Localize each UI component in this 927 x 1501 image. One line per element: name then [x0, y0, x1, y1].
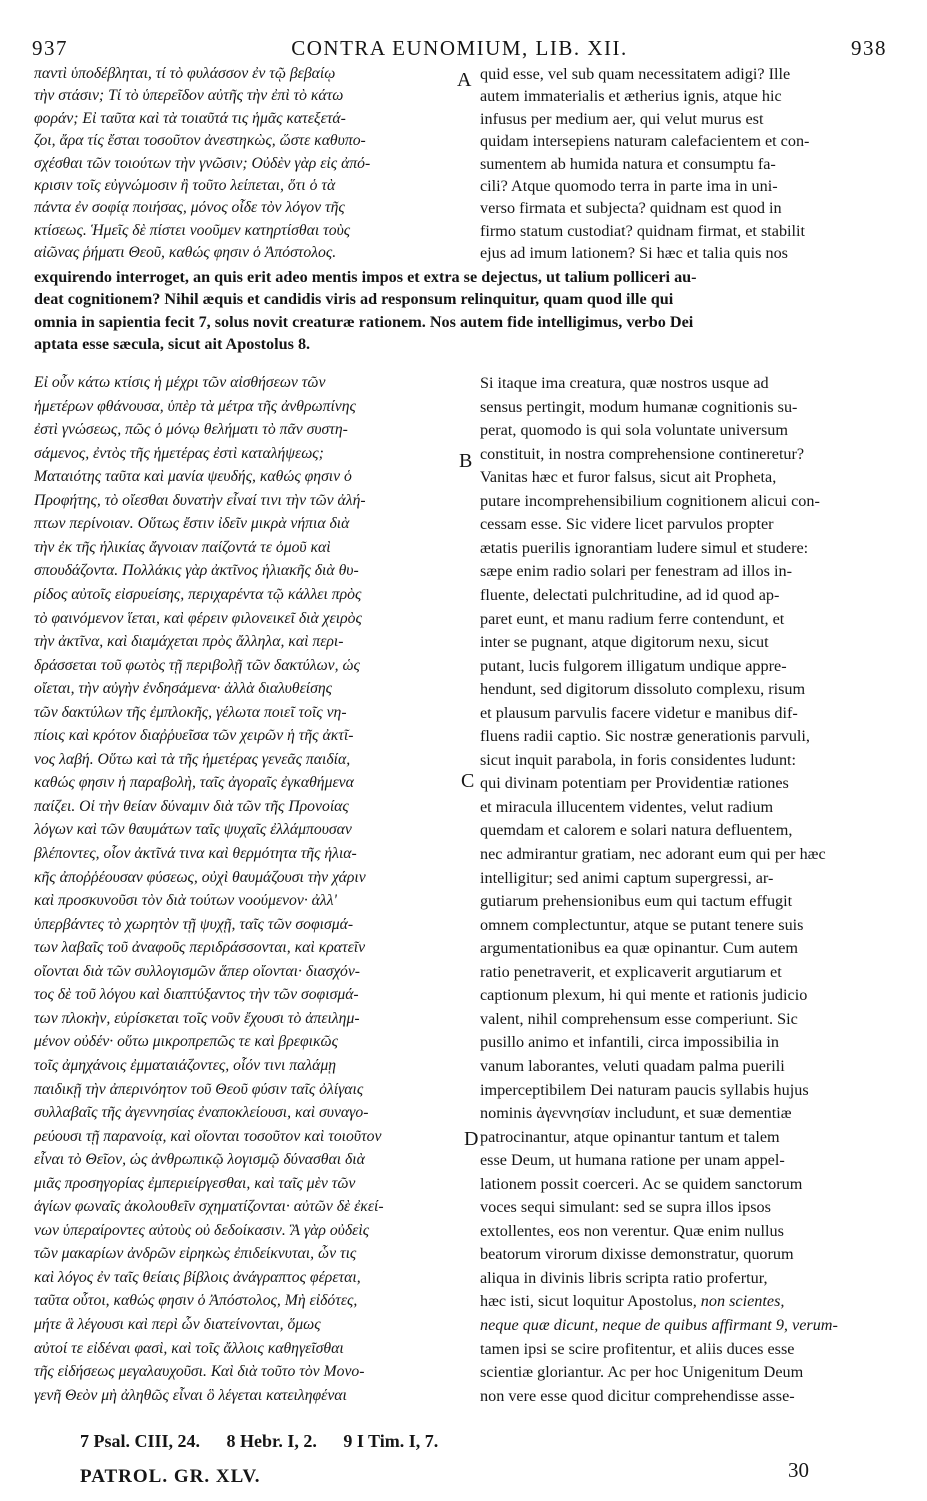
greek-line: δράσσεται τοῦ φωτὸς τῇ περιβολῇ τῶν δακτύλων, ὡς	[34, 656, 360, 674]
latin-line: scientiæ gloriantur. Ac per hoc Unigenitum Deum	[480, 1363, 804, 1382]
latin-line: intelligitur; sed animi captum supergressi, ar-	[480, 868, 774, 887]
latin-line: putant, lucis fulgorem illigatum undique appre-	[480, 656, 787, 675]
latin-line: sumentem ab humida natura et consumptu fa-	[480, 154, 776, 173]
latin-full-line: exquirendo interroget, an quis erit adeo mentis impos et extra se dejectus, ut talium polliceri au-	[34, 268, 697, 286]
page-number-right: 938	[851, 36, 887, 60]
running-title: CONTRA EUNOMIUM, LIB. XII.	[291, 36, 628, 60]
latin-line: et miracula illucentem videntes, velut radium	[480, 797, 774, 816]
margin-letter-a: A	[457, 69, 472, 91]
greek-line: κτίσεως. Ἡμεῖς δὲ πίστει νοοῦμεν κατηρτίσθαι τοὺς	[34, 221, 351, 239]
latin-line: aliqua in divinis libris scripta ratio profertur,	[480, 1268, 768, 1287]
greek-line: πίοις καὶ κρότον διαῤῥυεῖσα τῶν χειρῶν ἡ τῆς ἀκτῖ-	[34, 727, 354, 745]
greek-line: ρίδος αὐτοῖς εἰσρυείσης, περιχαρέντα τῷ κάλλει πρὸς	[34, 585, 362, 603]
latin-full-line: omnia in sapientia fecit 7, solus novit creaturæ rationem. Nos autem fide intelligimus, verbo Dei	[34, 312, 694, 331]
greek-line: γενῆ Θεὸν μὴ ἀληθῶς εἶναι ὃ λέγεται κατειληφέναι	[34, 1386, 347, 1404]
latin-line: et plausum parvulis facere videtur e manibus dif-	[480, 703, 798, 722]
greek-line: ρεύουσι τῇ παρανοίᾳ, καὶ οἴονται τοσοῦτον καὶ τοιοῦτον	[34, 1127, 382, 1145]
greek-line: λόγων καὶ τῶν θαυμάτων ταῖς ψυχαῖς ἐλλάμπουσαν	[34, 821, 352, 839]
greek-line: οἴονται διὰ τῶν συλλογισμῶν ἅπερ οἴονται· διασχόν-	[34, 962, 361, 980]
footnote-9: 9 I Tim. I, 7.	[343, 1431, 439, 1451]
greek-line: πτων περίνοιαν. Οὕτως ἔστιν ἰδεῖν μικρὰ νήπια διὰ	[34, 515, 350, 533]
latin-line: argumentationibus ea quæ opinantur. Cum autem	[480, 939, 799, 958]
latin-full-line: deat cognitionem? Nihil æquis et candidis viris ad responsum relinquitur, quam quod ille qui	[34, 290, 674, 309]
greek-line: πάντα ἐν σοφίᾳ ποιήσας, μόνος οἶδε τὸν λόγον τῆς	[34, 199, 345, 217]
latin-line: nominis ἀγεννησίαν includunt, et suæ dementiæ	[480, 1104, 792, 1123]
latin-line: hæc isti, sicut loquitur Apostolus, non scientes,	[480, 1292, 785, 1311]
greek-line: Προφήτης, τὸ οἴεσθαι δυνατὴν εἶναί τινι τὴν τῶν ἀλή-	[34, 491, 366, 509]
page-number-left: 937	[32, 36, 68, 60]
running-header	[32, 36, 887, 64]
latin-line: putare incomprehensibilium cognitionem alicui con-	[480, 491, 820, 510]
latin-line: valent, nihil comprehensum esse comperiunt. Sic	[480, 1009, 798, 1028]
signature-number: 30	[788, 1458, 809, 1482]
margin-letter-b: B	[459, 450, 473, 472]
latin-full-line: aptata esse sæcula, sicut ait Apostolus 8.	[34, 335, 311, 354]
greek-line: τὸ φαινόμενον ἵεται, καὶ φέρειν φιλονεικεῖ διὰ χειρὸς	[34, 609, 362, 627]
latin-line: patrocinantur, atque opinantur tantum et talem	[480, 1127, 780, 1146]
greek-line: τῶν δακτύλων τῆς ἐμπλοκῆς, γέλωτα ποιεῖ τοῖς νη-	[34, 703, 347, 721]
greek-line: καὶ λόγος ἐν ταῖς θείαις βίβλοις ἀνάγραπτος φέρεται,	[34, 1268, 361, 1286]
greek-line: αἰῶνας ῥήματι Θεοῦ, καθώς φησιν ὁ Ἀπόστολος.	[34, 244, 337, 262]
latin-line: tamen ipsi se scire profitentur, et aliis duces esse	[480, 1339, 795, 1358]
latin-line: constituit, in nostra comprehensione contineretur?	[480, 444, 805, 463]
latin-line: Si itaque ima creatura, quæ nostros usque ad	[480, 374, 769, 392]
latin-line: hendunt, sed digitorum dissoluto complexu, risum	[480, 680, 806, 699]
latin-line: quidam intersepiens naturam calefacientem et con-	[480, 132, 810, 151]
greek-line: ἡμετέρων φθάνουσα, ὑπὲρ τὰ μέτρα τῆς ἀνθρωπίνης	[34, 397, 356, 415]
latin-line: imperceptibilem Dei naturam paucis syllabis hujus	[480, 1080, 809, 1099]
latin-line: nec admirantur gratiam, nec adorant eum qui per hæc	[480, 845, 826, 863]
greek-line: τῆς εἰδήσεως μεγαλαυχοῦσι. Καὶ διὰ τοῦτο τὸν Μονο-	[34, 1363, 365, 1381]
greek-line: ὑπερβάντες τὸ χωρητὸν τῇ ψυχῇ, ταῖς τῶν σοφισμά-	[34, 915, 354, 933]
greek-line: ἐστὶ γνώσεως, πῶς ὁ μόνῳ θελήματι τὸ πᾶν συστη-	[34, 421, 348, 439]
latin-line: gutiarum prehensionibus eum qui tactum effugit	[480, 892, 793, 911]
latin-line: qui divinam potentiam per Providentiæ rationes	[480, 774, 789, 793]
greek-line: μένον οὐδέν· οὕτω μικροπρεπῶς τε καὶ βρεφικῶς	[34, 1033, 338, 1051]
greek-line: των πλοκὴν, εὑρίσκεται τοῖς νοῦν ἔχουσι τὸ ἀπειλημ-	[34, 1009, 360, 1027]
latin-line: infusus per medium aer, qui velut murus est	[480, 109, 764, 128]
margin-letter-c: C	[461, 770, 475, 792]
latin-line: firmo statum custodiat? quidnam firmat, et stabilit	[480, 221, 806, 240]
greek-line: καθώς φησιν ἡ παραβολὴ, ταῖς ἀγοραῖς ἐγκαθήμενα	[34, 774, 354, 792]
margin-letter-d: D	[464, 1128, 479, 1150]
greek-line: εἶναι τὸ Θεῖον, ὡς ἀνθρωπικῷ λογισμῷ δύνασθαι διὰ	[34, 1151, 365, 1169]
latin-line: beatorum virorum dixisse demonstratur, quorum	[480, 1245, 794, 1264]
latin-line: quid esse, vel sub quam necessitatem adigi? Ille	[480, 65, 791, 83]
greek-line: τῶν μακαρίων ἀνδρῶν εἰρηκὼς ἐπιδείκνυται, ὧν τις	[34, 1245, 357, 1263]
greek-line: τὴν ἀκτῖνα, καὶ διαμάχεται πρὸς ἄλληλα, καὶ περι-	[34, 633, 344, 651]
greek-line: μιᾶς προσηγορίας ἐμπεριείργεσθαι, καὶ ταῖς μὲν τῶν	[34, 1174, 356, 1192]
greek-line: παίζει. Οἱ τὴν θείαν δύναμιν διὰ τῶν τῆς Προνοίας	[34, 797, 349, 815]
latin-line: cessam esse. Sic videre licet parvulos propter	[480, 515, 774, 534]
latin-italic-quote: non scientes,	[696, 1292, 785, 1311]
latin-line: omnem complectuntur, atque se putant tenere suis	[480, 915, 804, 934]
greek-line: οἴεται, τὴν αὐγὴν ἐνδησάμενα· ἀλλὰ διαλυθείσης	[34, 680, 333, 698]
greek-line: αὐτοί τε εἰδέναι φασὶ, καὶ τοῖς ἄλλοις καθηγεῖσθαι	[34, 1339, 344, 1357]
latin-line: ejus ad imum lationem? Si hæc et talia quis nos	[480, 244, 788, 263]
greek-line: Εἰ οὖν κάτω κτίσις ἡ μέχρι τῶν αἰσθήσεων τῶν	[34, 374, 326, 391]
latin-line: ætatis puerilis ignorantiam ludere simul et studere:	[480, 538, 809, 557]
latin-line: esse Deum, ut humana ratione per unam appel-	[480, 1151, 785, 1170]
latin-line: perat, quomodo is qui sola voluntate universum	[480, 421, 788, 440]
greek-line: των λαβαῖς τοῦ ἀναφοῦς περιδράσσονται, καὶ κρατεῖν	[34, 939, 366, 957]
greek-line: ἁγίων φωναῖς ἀκολουθεῖν σχηματίζονται· αὐτῶν δὲ ἐκεί-	[34, 1198, 384, 1216]
latin-line: voces sequi simulant: sed se supra illos ipsos	[480, 1198, 771, 1217]
greek-line: μήτε ἃ λέγουσι καὶ περὶ ὧν διατείνονται, ὅμως	[34, 1316, 321, 1333]
greek-line: συλλαβαῖς τῆς ἀγεννησίας ἐναποκλείουσι, καὶ συναγο-	[34, 1104, 369, 1122]
greek-line: φοράν; Εἰ ταῦτα καὶ τὰ τοιαῦτά τις ἡμᾶς κατεξετά-	[34, 109, 346, 127]
greek-line: ταῦτα οὗτοι, καθώς φησιν ὁ Ἀπόστολος, Μὴ εἰδότες,	[34, 1292, 358, 1310]
greek-line: κῆς ἀποῤῥέουσαν φύσεως, οὐχὶ θαυμάζουσι τὴν χάριν	[34, 868, 366, 886]
latin-line: fluens radii captio. Sic nostræ generationis parvuli,	[480, 727, 810, 746]
latin-line: inter se pugnant, atque digitorum nexu, sicut	[480, 633, 769, 652]
greek-line: νος λαβή. Οὕτω καὶ τὰ τῆς ἡμετέρας γενεᾶς παιδία,	[34, 750, 351, 768]
greek-line: σχέσθαι τῶν τοιούτων τὴν γνῶσιν; Οὐδὲν γὰρ εἰς ἀπό-	[34, 154, 371, 172]
latin-line: sensus pertingit, modum humanæ cognitionis su-	[480, 397, 798, 416]
latin-line: autem immaterialis et ætherius ignis, atque hic	[480, 87, 782, 106]
greek-line: τοῖς ἀμηχάνοις ἐμματαιάζοντες, οἷόν τινι παλάμῃ	[34, 1056, 337, 1074]
greek-line: σπουδάζοντα. Πολλάκις γὰρ ἀκτῖνος ἡλιακῆς διὰ θυ-	[34, 562, 359, 580]
footnote-7: 7 Psal. CIII, 24.	[80, 1431, 201, 1451]
latin-line: sæpe enim radio solari per fenestram ad illos in-	[480, 562, 792, 581]
latin-line: pusillo animo et infantili, circa impossibilia in	[480, 1033, 779, 1052]
latin-line: fluente, delectati pulchritudine, ad id quod ap-	[480, 585, 780, 604]
greek-line: νων ὑπεραίροντες αὐτοὺς οὐ δεδοίκασιν. Ἃ γὰρ οὐδεὶς	[34, 1221, 370, 1239]
latin-line: paret eunt, et manu radium ferre contendunt, et	[480, 609, 785, 628]
latin-line: verso firmata et subjecta? quidnam est quod in	[480, 199, 782, 218]
greek-line: τὴν στάσιν; Τί τὸ ὑπερεῖδον αὐτῆς τὴν ἐπὶ τὸ κάτω	[34, 87, 344, 105]
latin-line: vanum laborantes, veluti quadam palma puerili	[480, 1056, 785, 1075]
latin-line: lationem possit coerceri. Ac se quidem sanctorum	[480, 1174, 803, 1193]
signature-line: PATROL. GR. XLV.	[80, 1466, 261, 1487]
footnote-8: 8 Hebr. I, 2.	[226, 1431, 317, 1451]
greek-line: παιδικῇ τὴν ἀπερινόητον τοῦ Θεοῦ φύσιν ταῖς ὀλίγαις	[34, 1080, 364, 1098]
greek-line: τος δὲ τοῦ λόγου καὶ διαπτύξαντος τὴν τῶν σοφισμά-	[34, 986, 359, 1004]
greek-line: Ματαιότης ταῦτα καὶ μανία ψευδής, καθώς φησιν ὁ	[34, 468, 352, 486]
latin-line: cili? Atque quomodo terra in parte ima in uni-	[480, 177, 778, 195]
latin-line: captionum plexum, hi qui mente et rationis judicio	[480, 986, 808, 1005]
greek-line: βλέποντες, οἷον ἀκτῖνά τινα καὶ θερμότητα τῆς ἡλια-	[34, 845, 357, 862]
greek-line: παντὶ ὑποδέβληται, τί τὸ φυλάσσον ἐν τῷ βεβαίῳ	[34, 65, 336, 82]
latin-line: sicut inquit parabola, in foris considentes ludunt:	[480, 750, 797, 769]
greek-line: τὴν ἐκ τῆς ἡλικίας ἄγνοιαν παίζοντά τε ὁμοῦ καὶ	[34, 538, 331, 556]
latin-line: non vere esse quod dicitur comprehendisse asse-	[480, 1386, 795, 1405]
greek-line: ζοι, ἄρα τίς ἔσται τοσοῦτον ἀνεστηκὼς, ὥστε καθυπο-	[34, 132, 366, 150]
latin-line: quemdam et calorem e solari natura defluentem,	[480, 821, 793, 840]
greek-line: κρισιν τοῖς εὐγνώμοσιν ἢ τοῦτο λείπεται, ὅτι ὁ τὰ	[34, 177, 336, 194]
latin-line: ratio penetraverit, et explicaverit argutiarum et	[480, 962, 782, 981]
latin-line: extollentes, eos non verentur. Quæ enim nullus	[480, 1221, 784, 1240]
greek-line: καὶ προσκυνοῦσι τὸν διὰ τούτων νοούμενον· ἀλλ'	[34, 892, 337, 910]
footnotes	[80, 1431, 460, 1452]
greek-line: σάμενος, ἐντὸς τῆς ἡμετέρας ἐστὶ καταλήψεως;	[34, 444, 324, 462]
latin-line: neque quæ dicunt, neque de quibus affirmant 9, verum-	[480, 1316, 838, 1334]
latin-line: Vanitas hæc et furor falsus, sicut ait Propheta,	[480, 468, 777, 487]
